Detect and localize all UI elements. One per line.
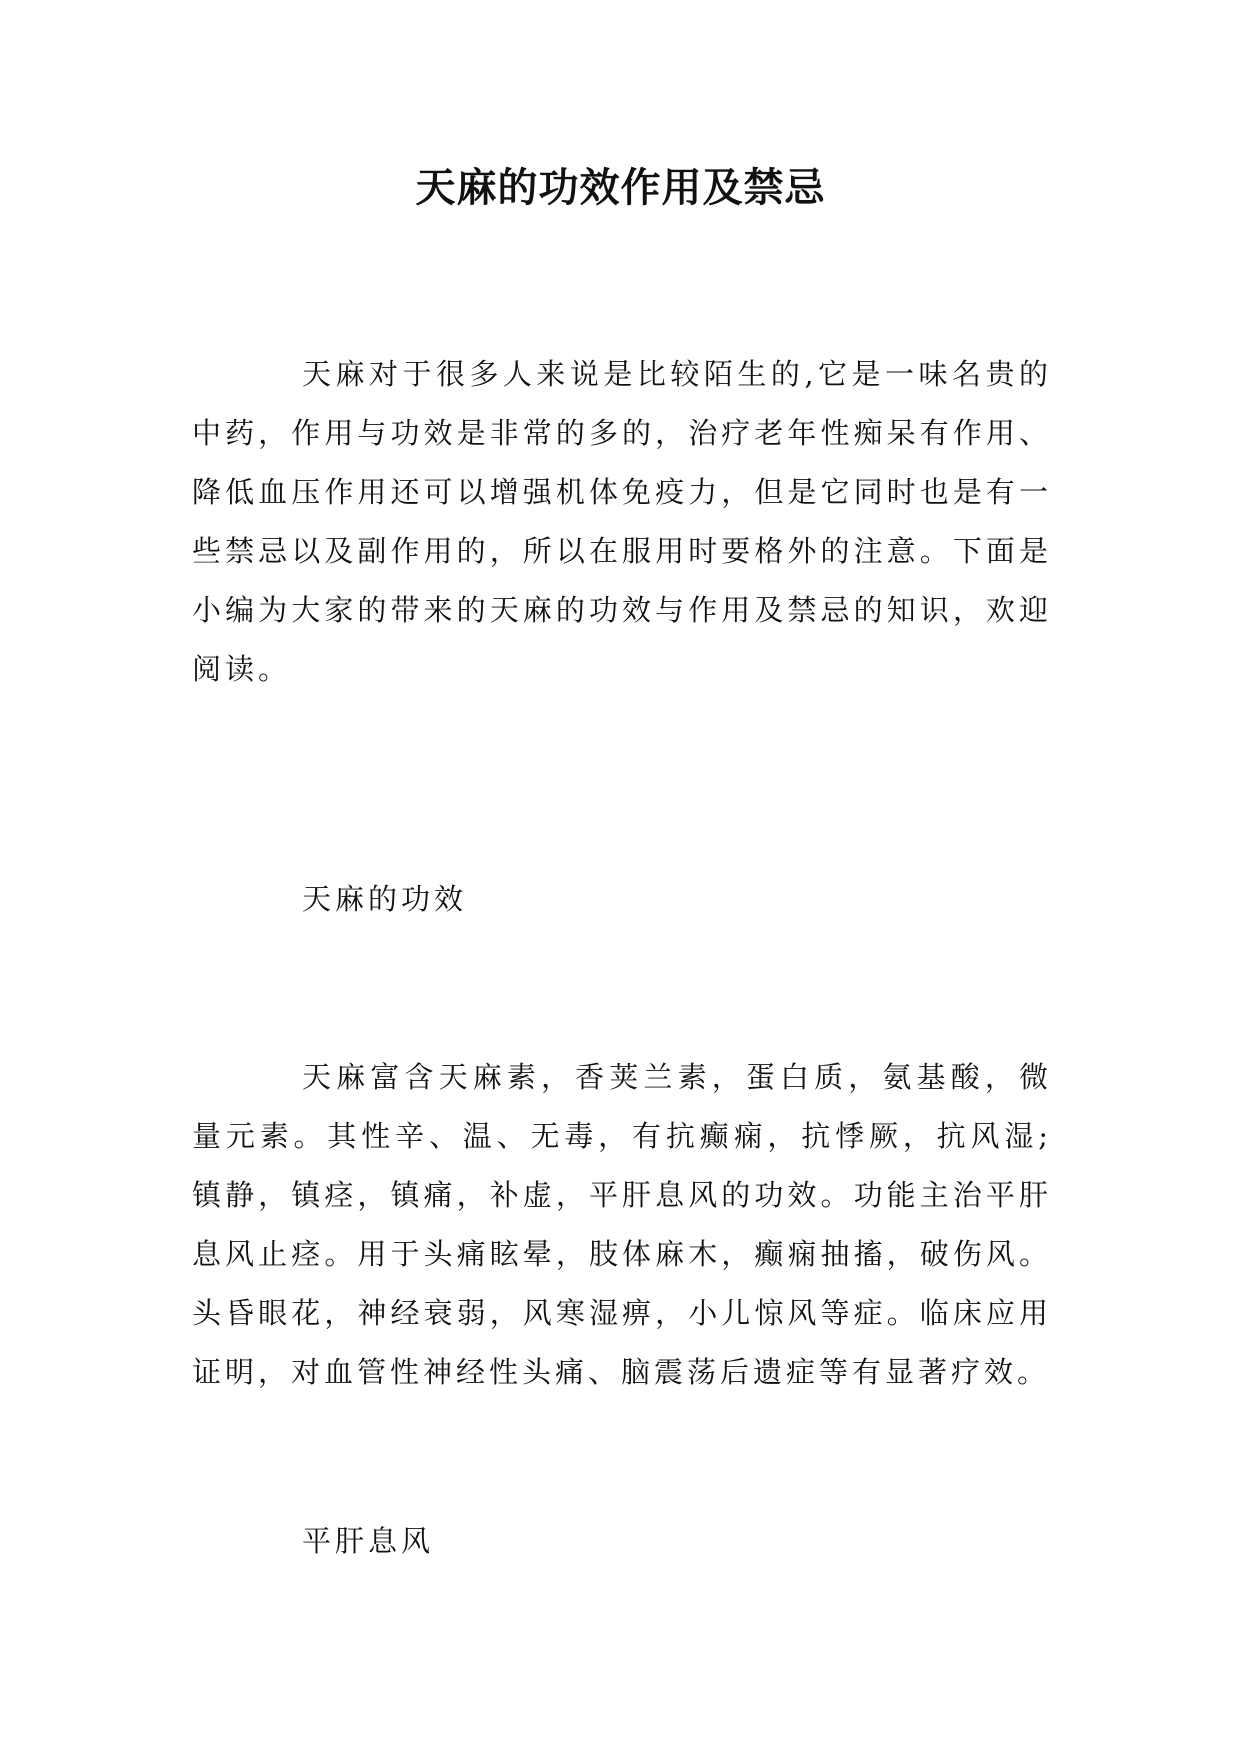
section-heading-efficacy: 天麻的功效 xyxy=(302,882,468,916)
section-heading-calm-liver: 平肝息风 xyxy=(302,1524,435,1558)
page-title: 天麻的功效作用及禁忌 xyxy=(415,165,826,211)
efficacy-paragraph: 天麻富含天麻素，香荚兰素，蛋白质，氨基酸，微量元素。其性辛、温、无毒，有抗癫痫，抗悸厥，抗风湿;镇静，镇痉，镇痛，补虚，平肝息风的功效。功能主治平肝息风止痉。用于头痛眩晕，肢体麻木，癫痫抽搐，破伤风。头昏眼花，神经衰弱，风寒湿痹，小儿惊风等症。临床应用证明，对血管性神经性头痛、脑震荡后遗症等有显著疗效。 xyxy=(192,1060,1052,1389)
intro-paragraph: 天麻对于很多人来说是比较陌生的,它是一味名贵的中药，作用与功效是非常的多的，治疗老年性痴呆有作用、降低血压作用还可以增强机体免疫力，但是它同时也是有一些禁忌以及副作用的，所以在服用时要格外的注意。下面是小编为大家的带来的天麻的功效与作用及禁忌的知识，欢迎阅读。 xyxy=(192,357,1052,686)
